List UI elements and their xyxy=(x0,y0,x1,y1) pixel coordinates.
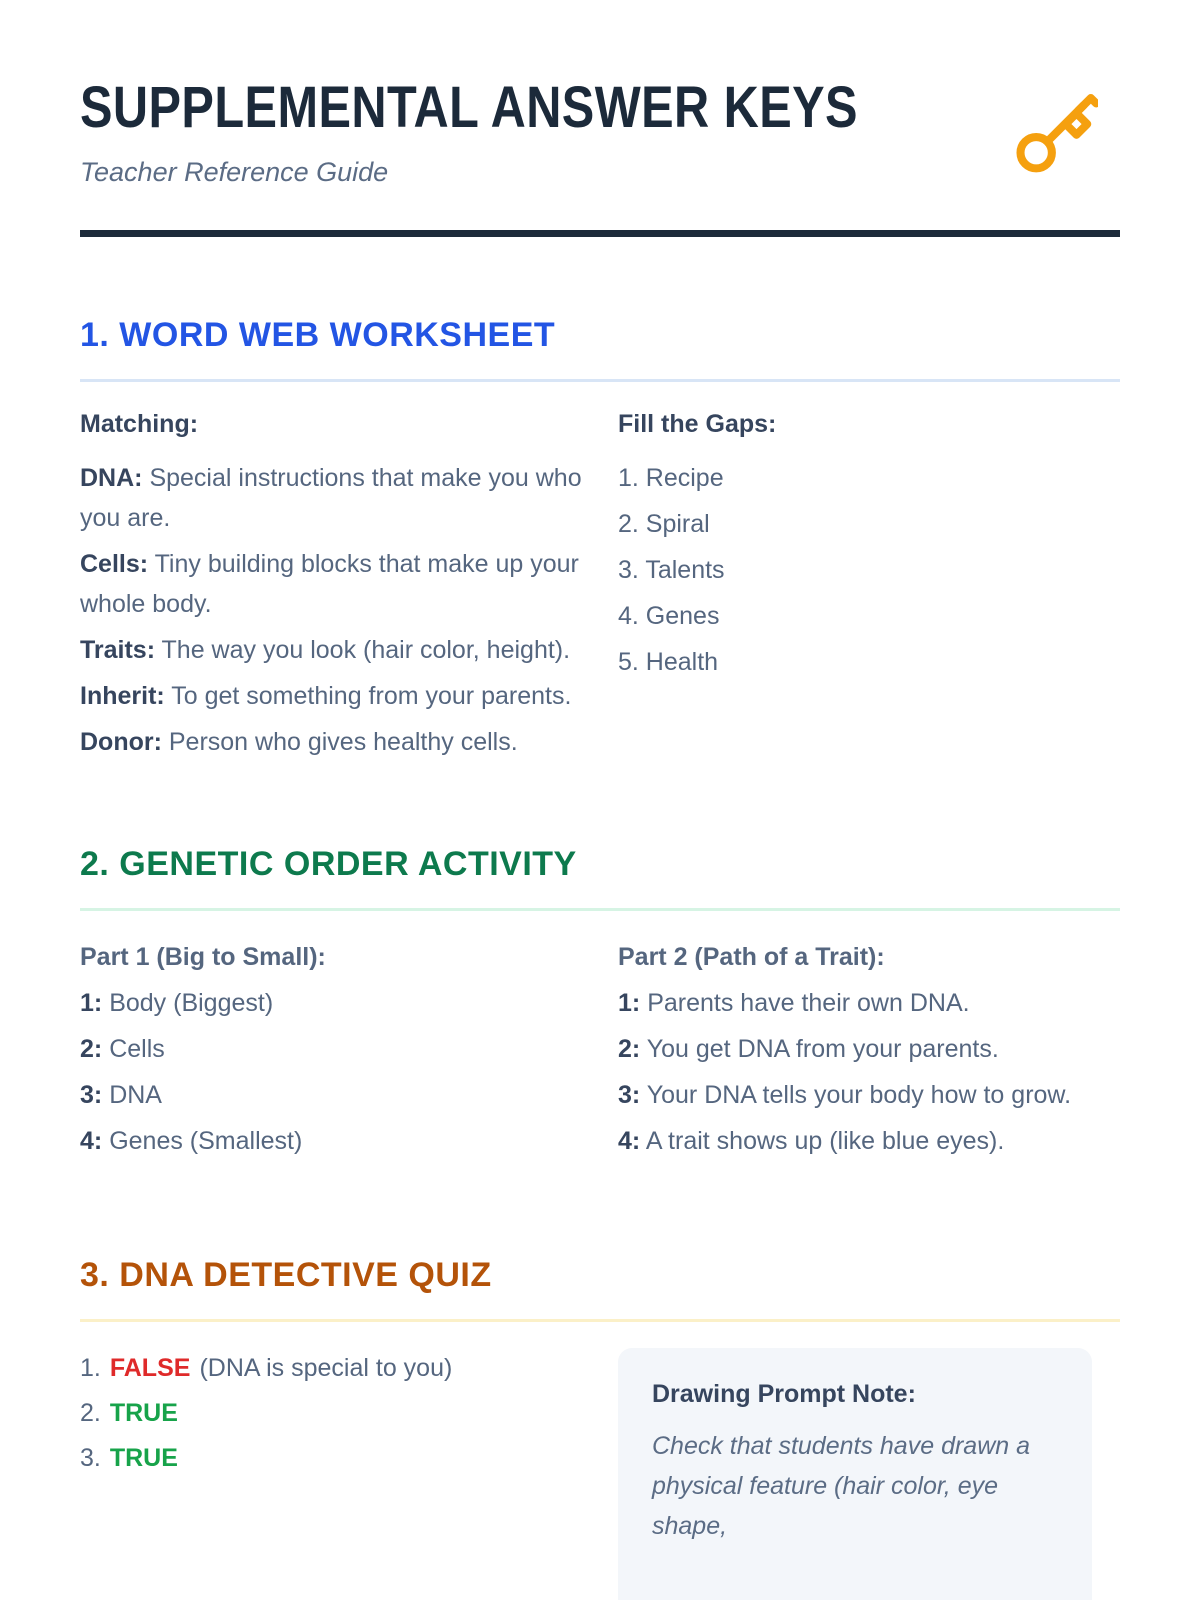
order-step: 2: You get DNA from your parents. xyxy=(618,1035,999,1063)
part1-column xyxy=(80,937,582,1167)
section3-underline xyxy=(80,1319,1120,1322)
part2-column xyxy=(618,937,1120,1167)
matching-item: Inherit: To get something from your parents. xyxy=(80,682,572,710)
true-answer: TRUE xyxy=(109,1399,178,1427)
quiz-answer: 2. TRUE xyxy=(80,1393,582,1433)
order-step: 1: Body (Biggest) xyxy=(80,989,274,1017)
section3-title: 3. DNA DETECTIVE QUIZ xyxy=(80,1256,492,1294)
quiz-answer: 1. FALSE (DNA is special to you) xyxy=(80,1348,582,1388)
true-answer: TRUE xyxy=(109,1444,178,1472)
false-answer: FALSE xyxy=(109,1354,191,1382)
order-step: 4: A trait shows up (like blue eyes). xyxy=(618,1127,1005,1155)
gap-answer: 4. Genes xyxy=(618,602,720,630)
matching-item: Donor: Person who gives healthy cells. xyxy=(80,728,518,756)
gap-answer: 5. Health xyxy=(618,648,719,676)
page-subtitle: Teacher Reference Guide xyxy=(80,157,389,187)
section2-title: 2. GENETIC ORDER ACTIVITY xyxy=(80,845,577,883)
matching-column xyxy=(80,408,582,768)
gap-answer: 3. Talents xyxy=(618,556,725,584)
matching-heading: Matching: xyxy=(80,410,199,438)
section1-underline xyxy=(80,379,1120,382)
gap-answer: 2. Spiral xyxy=(618,510,710,538)
drawing-prompt-note-box xyxy=(618,1348,1092,1600)
quiz-answers-column xyxy=(80,1348,582,1483)
matching-item: Traits: The way you look (hair color, height). xyxy=(80,636,571,664)
section2-underline xyxy=(80,908,1120,911)
header-divider xyxy=(80,230,1120,237)
matching-item: DNA: Special instructions that make you who you are. xyxy=(80,464,582,532)
order-step: 3: Your DNA tells your body how to grow. xyxy=(618,1081,1072,1109)
fill-gaps-heading: Fill the Gaps: xyxy=(618,410,777,438)
note-text: Check that students have drawn a physical feature (hair color, eye shape, xyxy=(652,1432,1031,1540)
header xyxy=(80,75,1120,237)
page-title: SUPPLEMENTAL ANSWER KEYS xyxy=(80,75,858,140)
order-step: 4: Genes (Smallest) xyxy=(80,1127,303,1155)
part1-heading: Part 1 (Big to Small): xyxy=(80,943,326,971)
key-icon xyxy=(1012,90,1098,176)
section1-title: 1. WORD WEB WORKSHEET xyxy=(80,316,556,354)
order-step: 2: Cells xyxy=(80,1035,165,1063)
fill-the-gaps-column xyxy=(618,408,1120,688)
matching-item: Cells: Tiny building blocks that make up your whole body. xyxy=(80,550,579,618)
quiz-answer: 3. TRUE xyxy=(80,1438,582,1478)
section-word-web-worksheet xyxy=(80,237,1120,768)
order-step: 3: DNA xyxy=(80,1081,162,1109)
section-genetic-order-activity xyxy=(80,768,1120,1167)
order-step: 1: Parents have their own DNA. xyxy=(618,989,970,1017)
part2-heading: Part 2 (Path of a Trait): xyxy=(618,943,885,971)
section-dna-detective-quiz xyxy=(80,1167,1120,1600)
gap-answer: 1. Recipe xyxy=(618,464,724,492)
note-heading: Drawing Prompt Note: xyxy=(652,1380,916,1408)
